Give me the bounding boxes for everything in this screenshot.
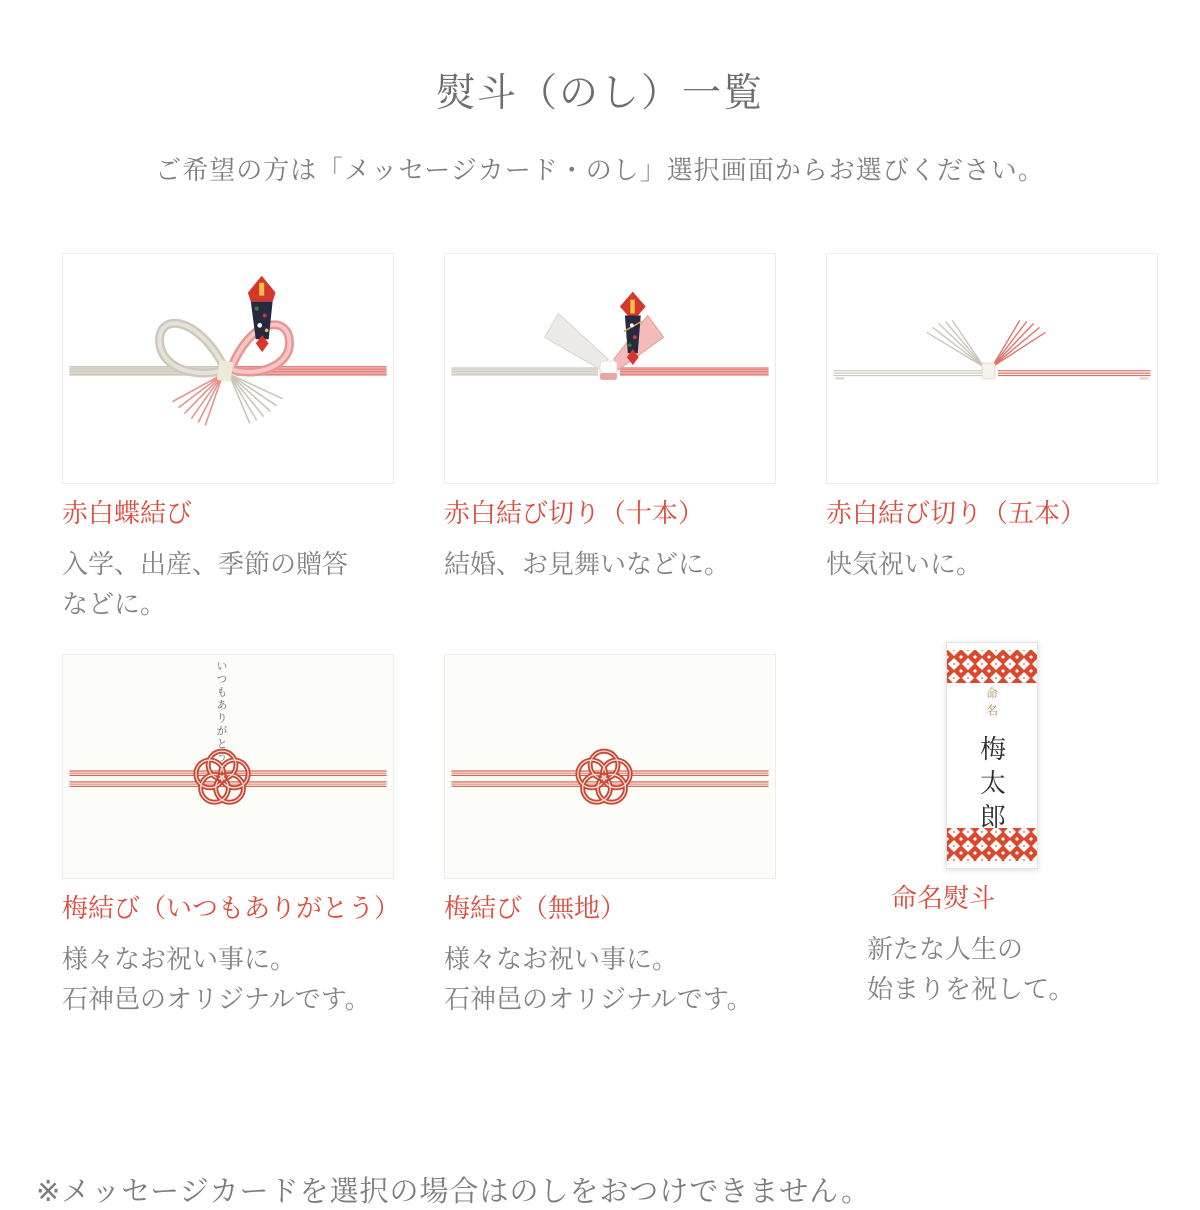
card-caption bbox=[444, 893, 776, 1019]
plum-knot-thanks-image bbox=[62, 654, 394, 879]
card-title: 赤白蝶結び bbox=[62, 498, 193, 528]
noshi-card-plum-plain bbox=[444, 654, 776, 1019]
noshi-grid bbox=[0, 253, 1200, 1019]
naming-tag-label: 命名 bbox=[984, 687, 999, 721]
knot-cut-ten-illustration bbox=[445, 254, 775, 483]
card-title: 赤白結び切り（十本） bbox=[444, 498, 705, 528]
card-caption bbox=[62, 498, 394, 624]
noshi-card-naming bbox=[826, 642, 1158, 1019]
card-desc-line: 快気祝いに。 bbox=[826, 549, 983, 579]
card-title: 命名熨斗 bbox=[891, 883, 996, 913]
card-caption bbox=[62, 893, 401, 1019]
card-desc-line: 石神邑のオリジナルです。 bbox=[62, 984, 371, 1014]
noshi-card-plum-thanks bbox=[62, 654, 401, 1019]
naming-tag-name: 梅太郎 bbox=[976, 735, 1007, 837]
page-title: 熨斗（のし）一覧 bbox=[435, 72, 764, 115]
butterfly-knot-illustration bbox=[63, 254, 393, 483]
card-desc-line: 石神邑のオリジナルです。 bbox=[444, 984, 753, 1014]
knot-cut-five-image bbox=[826, 253, 1158, 484]
card-title: 梅結び（いつもありがとう） bbox=[62, 893, 401, 923]
plum-knot-plain-illustration bbox=[445, 655, 775, 878]
card-caption bbox=[826, 498, 1158, 584]
card-desc-line: 入学、出産、季節の贈答 bbox=[62, 549, 349, 579]
thanks-overlay-text: いつもありがとう bbox=[215, 660, 227, 764]
card-desc-line: 様々なお祝い事に。 bbox=[62, 944, 297, 974]
knot-cut-ten-image bbox=[444, 253, 776, 484]
butterfly-knot-image bbox=[62, 253, 394, 484]
plum-knot-plain-image bbox=[444, 654, 776, 879]
card-caption bbox=[826, 883, 1158, 1009]
card-title: 梅結び（無地） bbox=[444, 893, 627, 923]
card-desc-line: 結婚、お見舞いなどに。 bbox=[444, 549, 731, 579]
noshi-card-butterfly bbox=[62, 253, 394, 624]
footnote: ※メッセージカードを選択の場合はのしをおつけできません。 bbox=[36, 1176, 872, 1208]
card-caption bbox=[444, 498, 776, 584]
plum-knot-thanks-illustration bbox=[63, 655, 393, 878]
naming-tag-illustration bbox=[947, 643, 1037, 868]
noshi-card-ten bbox=[444, 253, 776, 624]
knot-cut-five-illustration bbox=[827, 254, 1157, 483]
card-desc-line: 始まりを祝して。 bbox=[867, 974, 1075, 1004]
page-subtitle: ご希望の方は「メッセージカード・のし」選択画面からお選びください。 bbox=[155, 155, 1045, 185]
card-desc-line: などに。 bbox=[62, 589, 167, 619]
naming-tag-image bbox=[826, 642, 1158, 869]
card-desc-line: 様々なお祝い事に。 bbox=[444, 944, 679, 974]
card-desc-line: 新たな人生の bbox=[867, 934, 1024, 964]
noshi-card-five bbox=[826, 253, 1158, 624]
card-title: 赤白結び切り（五本） bbox=[826, 498, 1087, 528]
naming-tag bbox=[946, 642, 1038, 869]
